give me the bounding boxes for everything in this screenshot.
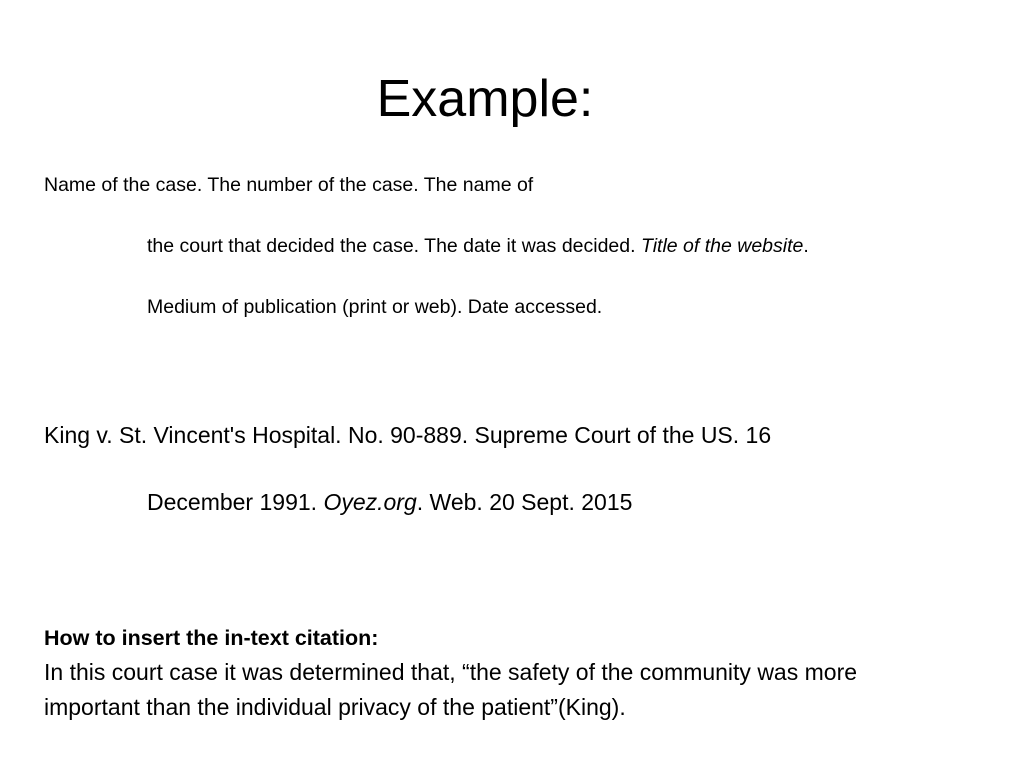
format-line-3: Medium of publication (print or web). Date accessed.	[147, 296, 603, 318]
citation-line-2	[147, 488, 632, 516]
in-text-line-2: important than the individual privacy of the patient”(King).	[44, 694, 626, 720]
format-line-2-text: the court that decided the case. The date it was decided.	[147, 235, 641, 257]
citation-website: Oyez.org	[323, 489, 417, 515]
slide-title-text: Example:	[376, 70, 594, 128]
format-website-title: Title of the website	[640, 235, 804, 257]
citation-line-1: King v. St. Vincent's Hospital. No. 90-889. Supreme Court of the US. 16	[44, 422, 772, 448]
in-text-line-1: In this court case it was determined that, “the safety of the community was more	[44, 659, 858, 685]
in-text-heading: How to insert the in-text citation:	[44, 626, 379, 650]
format-line-2	[147, 234, 809, 258]
format-line-1: Name of the case. The number of the case. The name of	[44, 174, 534, 196]
citation-line-2-text: December 1991.	[147, 489, 324, 515]
slide-title	[0, 68, 1024, 130]
format-line-2-end: .	[803, 235, 809, 257]
citation-line-2-end: . Web. 20 Sept. 2015	[416, 489, 633, 515]
